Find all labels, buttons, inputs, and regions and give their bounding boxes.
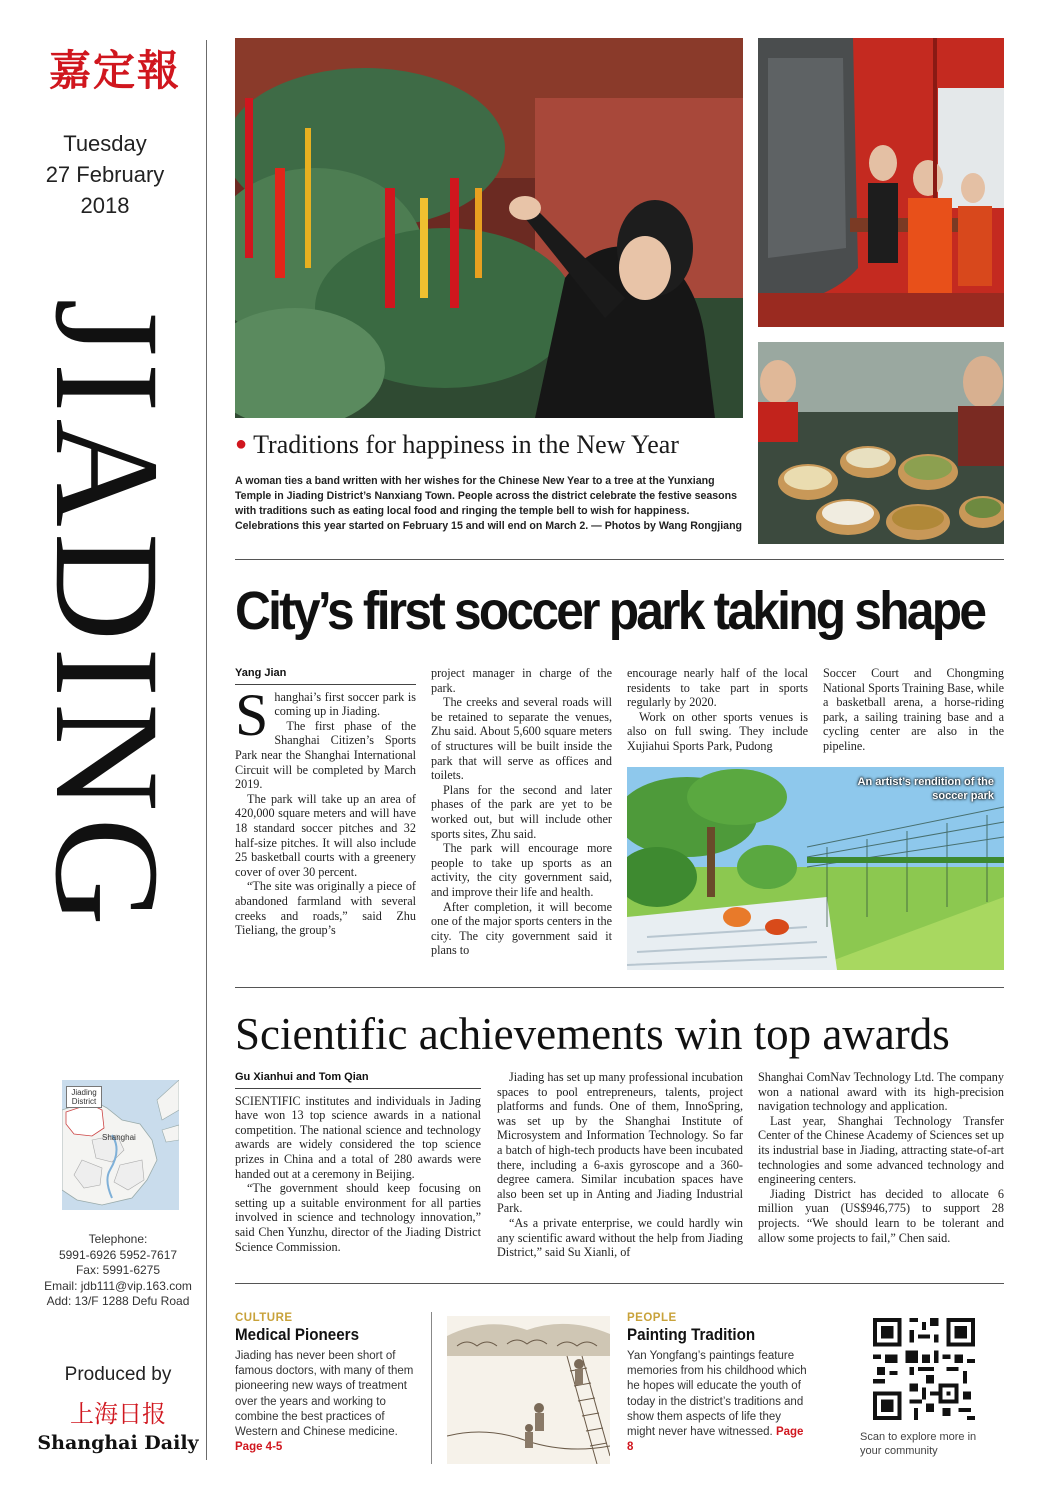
science-article-column-1 [235,1070,481,1254]
science-article-headline: Scientific achievements win top awards [235,1009,950,1059]
soccer-article-p11: Work on other sports venues is also on full swing. They include Xujiahui Sports Park, Pudong [627,709,808,753]
science-article-p6: Last year, Shanghai Technology Transfer Center of the Chinese Academy of Sciences set up its industrial base in Jiading, attracting state-of-art technologies and some advanced technology and engineering centers. [758,1113,1004,1187]
soccer-article-p6: The creeks and several roads will be retained to separate the venues, Zhu said. About 5,600 square meters of structures will be built inside the park that will serve as offices and toilets. [431,695,612,783]
science-article-byline: Gu Xianhui and Tom Qian [235,1070,481,1089]
teaser-category: PEOPLE [627,1312,677,1324]
sidebar-divider [206,40,207,1460]
science-article-column-3 [758,1070,1004,1245]
teaser-title: Painting Tradition [627,1326,756,1344]
date-day-month: 27 February [45,162,165,187]
section-divider-top [235,559,1004,560]
photo-temple-bell [758,38,1004,327]
fax-number: Fax: 5991-6275 [75,1263,161,1277]
teaser-divider [431,1312,432,1464]
teaser-text [235,1349,415,1455]
teaser-page-ref[interactable]: Page 4-5 [235,1441,283,1454]
soccer-park-image-label: An artist’s rendition of the soccer park [857,776,994,802]
dropcap: S [235,681,269,748]
teaser-body: Yan Yongfang’s paintings feature memories from his childhood which he hopes will educate the youth of today in the district’s traditions and show them aspects of life they might never have witnessed. [627,1350,807,1439]
soccer-article-column-2 [431,666,612,958]
phone-label: Telephone: [88,1232,148,1246]
soccer-article-column-1 [235,666,416,938]
teaser-text [627,1349,812,1455]
soccer-article-p3: The park will take up an area of 420,000 square meters and will have 18 standard soccer pitches and 32 half-size pitches. It will also include 25 basketball courts with a greenery cover of over 30 percent. [235,791,416,879]
teaser-category: CULTURE [235,1312,293,1324]
science-article-p2: “The government should keep focusing on setting up a suitable environment for all parties involved in science and technology innovation,” said Chen Yunzhu, director of the Jiading District Science Commission. [235,1181,481,1254]
section-divider-bottom [235,1283,1004,1284]
soccer-article-p2: The first phase of the Shanghai Citizen’s Sports Park near the Shanghai International Circuit will be completed by March 2019. [235,718,416,792]
soccer-article-p7: Plans for the second and later phases of the park are yet to be worked out, but will include other sports sites, Zhu said. [431,782,612,841]
producer-chinese-logo: 上海日报 [70,1400,166,1428]
photo-feature-caption: A woman ties a band written with her wishes for the Chinese New Year to a tree at the Yunxiang Temple in Jiading District’s Nanxiang Town. People across the district celebrate the festive seasons with traditions such as eating local food and ringing the temple bell to wish for happiness. Celebrations this year started on February 15 and will end on March 2. — Photos by Wang Rongjiang [235,475,743,532]
photo-woman-tying-ribbon [235,38,743,418]
science-article-p4: “As a private enterprise, we could hardly win any scientific award without the help from Jiading District,” said Su Xianli, of [497,1215,743,1260]
teaser-people[interactable] [627,1312,812,1455]
produced-by-label: Produced by [64,1364,172,1385]
map-label-district: Jiading District [66,1086,102,1108]
district-map [62,1080,179,1210]
soccer-article-p10: encourage nearly half of the local residents to take part in sports regularly by 2020. [627,666,808,710]
science-article-p5: Shanghai ComNav Technology Ltd. The company won a national award with its high-precision navigation technology and application. [758,1070,1004,1114]
teaser-body: Jiading has never been short of famous doctors, with many of them pioneering new ways of treatment over the years and working to combine the best practices of Western and Chinese medicine. [235,1350,414,1439]
contact-info [20,1232,216,1310]
masthead-chinese-name: 嘉定報 [48,46,181,95]
photo-steamed-buns [758,342,1004,544]
soccer-article-p4: “The site was originally a piece of abandoned farmland with several creeks and roads,” said Zhu Tieliang, the group’s [235,879,416,938]
soccer-article-headline: City’s first soccer park taking shape [235,581,985,641]
teaser-title: Medical Pioneers [235,1326,360,1344]
section-divider-middle [235,987,1004,988]
qr-code[interactable] [873,1318,975,1420]
science-article-p7: Jiading District has decided to allocate 6 million yuan (US$946,775) to support 28 projects. “We should learn to be tolerant and allow some projects to fail,” Chen said. [758,1186,1004,1245]
map-label-city: Shanghai [102,1133,136,1142]
soccer-article-column-4 [823,666,1004,754]
soccer-article-p8: The park will encourage more people to take up sports as an activity, the city government said, and improve their life and health. [431,841,612,899]
date-year: 2018 [80,193,130,218]
qr-code-caption: Scan to explore more in your community [860,1431,977,1457]
postal-address: Add: 13/F 1288 Defu Road [46,1294,190,1308]
soccer-article-lead [235,681,416,748]
producer-english-logo: Shanghai Daily [37,1432,199,1454]
photo-feature-headline [235,430,750,460]
phone-numbers: 5991-6926 5952-7617 [58,1247,178,1262]
bullet-icon: ● [235,433,248,455]
sidebar [0,0,208,1496]
teaser-page-ref[interactable]: Page 8 [627,1426,804,1454]
photo-feature-headline-text: Traditions for happiness in the New Year [253,430,679,459]
issue-date [20,128,190,221]
soccer-article-column-3 [627,666,808,754]
photo-painting-sketch [447,1316,610,1464]
photo-soccer-park-rendering [627,767,1004,970]
teaser-culture[interactable] [235,1312,415,1455]
date-weekday: Tuesday [63,131,147,156]
masthead-title: JIADING [24,298,190,932]
soccer-article-p1: hanghai’s first soccer park is coming up in Jiading. [274,689,416,719]
science-article-p3: Jiading has set up many professional incubation spaces to pool entrepreneurs, talents, project platforms and funds. One of them, InnoSpring, was set up by the Shanghai Institute of Microsystem and Information Technology. So far a batch of high-tech products have been incubated there, including a 6-axis gyroscope and a 360-degree camera. Similar incubation spaces have also been set up in Anting and Jiading Industrial Park. [497,1070,743,1216]
soccer-article-p12: Soccer Court and Chongming National Sports Training Base, while a basketball arena, a horse-riding park, a sailing training base and a cycling center are also in the pipeline. [823,666,1004,753]
soccer-article-byline: Yang Jian [235,666,416,685]
soccer-article-p9: After completion, it will become one of the major sports centers in the city. The city government said it plans to [431,899,612,958]
soccer-article-p5: project manager in charge of the park. [431,666,612,695]
science-article-p1: SCIENTIFIC institutes and individuals in Jading have won 13 top science awards in a national competition. The national science and technology awards are widely considered the top science prizes in China and a total of 280 awards were handed out at a ceremony in Beijing. [235,1093,481,1181]
email-address: Email: jdb111@vip.163.com [44,1278,192,1293]
science-article-column-2 [497,1070,743,1260]
qr-code-graphic [873,1318,975,1420]
